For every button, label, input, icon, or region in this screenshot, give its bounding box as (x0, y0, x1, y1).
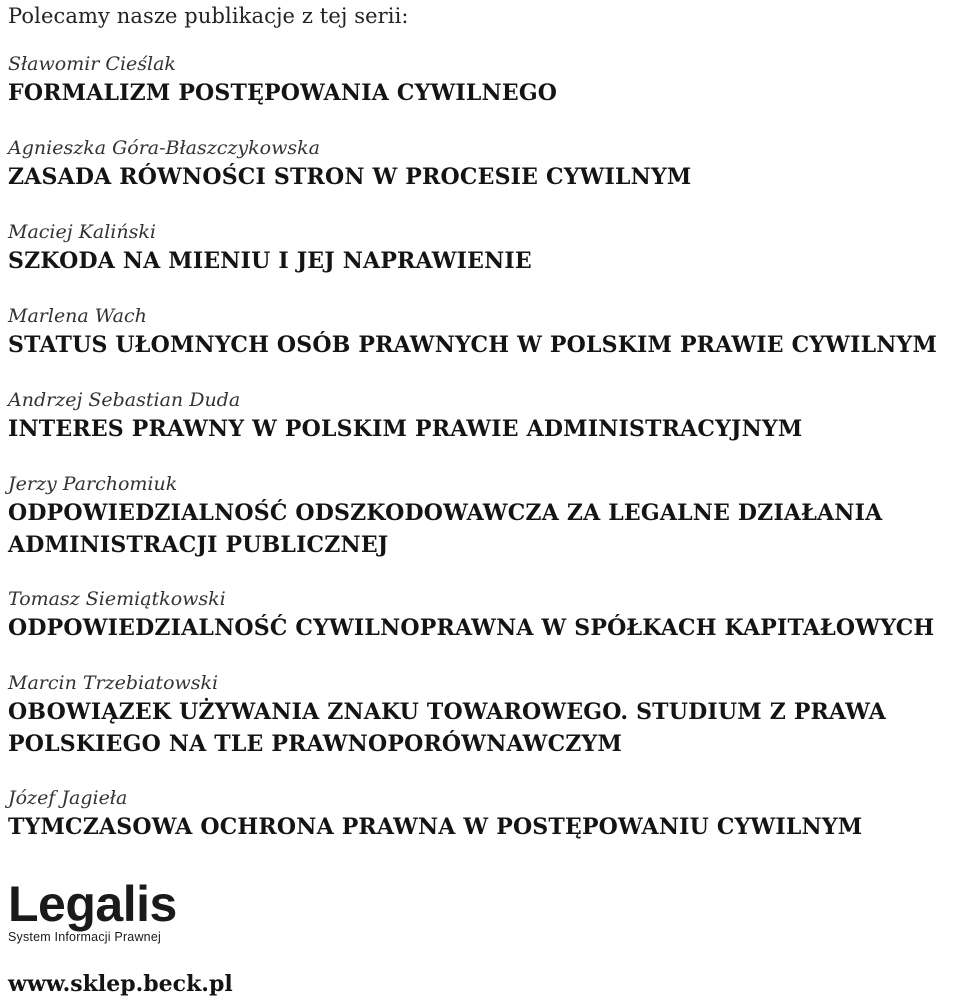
publication-title: TYMCZASOWA OCHRONA PRAWNA W POSTĘPOWANIU CYWILNYM (8, 814, 863, 840)
publication-title: OBOWIĄZEK UŻYWANIA ZNAKU TOWAROWEGO. STUDIUM Z PRAWA (8, 699, 886, 725)
publication-title: ODPOWIEDZIALNOŚĆ ODSZKODOWAWCZA ZA LEGALNE DZIAŁANIA (8, 500, 883, 526)
publication-title: STATUS UŁOMNYCH OSÓB PRAWNYCH W POLSKIM PRAWIE CYWILNYM (8, 332, 938, 358)
publication-author: Sławomir Cieślak (8, 53, 176, 75)
publication-item (8, 471, 958, 561)
publication-author: Marlena Wach (8, 305, 147, 327)
publication-author: Jerzy Parchomiuk (8, 473, 178, 495)
publication-title: ODPOWIEDZIALNOŚĆ CYWILNOPRAWNA W SPÓŁKACH KAPITAŁOWYCH (8, 615, 935, 641)
publication-title: INTERES PRAWNY W POLSKIM PRAWIE ADMINISTRACYJNYM (8, 416, 803, 442)
publication-item (8, 51, 958, 109)
publication-title: SZKODA NA MIENIU I JEJ NAPRAWIENIE (8, 248, 532, 274)
publication-item (8, 387, 958, 445)
intro-heading: Polecamy nasze publikacje z tej serii: (8, 4, 409, 28)
publication-title-continued: POLSKIEGO NA TLE PRAWNOPORÓWNAWCZYM (8, 731, 623, 757)
publication-author: Agnieszka Góra-Błaszczykowska (8, 137, 320, 159)
publication-item (8, 586, 958, 644)
publication-author: Józef Jagieła (8, 787, 128, 809)
publication-title-continued: ADMINISTRACJI PUBLICZNEJ (8, 532, 389, 558)
publication-item (8, 219, 958, 277)
publication-title: ZASADA RÓWNOŚCI STRON W PROCESIE CYWILNYM (8, 164, 692, 190)
website-link[interactable]: www.sklep.beck.pl (8, 971, 233, 997)
publication-item (8, 670, 958, 760)
publication-author: Andrzej Sebastian Duda (8, 389, 241, 411)
publication-author: Tomasz Siemiątkowski (8, 588, 226, 610)
legalis-logo (8, 876, 218, 945)
logo-wordmark: Legalis (8, 876, 177, 932)
publication-item (8, 135, 958, 193)
publication-item (8, 303, 958, 361)
publication-author: Marcin Trzebiatowski (8, 672, 219, 694)
logo-tagline: System Informacji Prawnej (8, 930, 161, 944)
publication-author: Maciej Kaliński (8, 221, 156, 243)
publication-title: FORMALIZM POSTĘPOWANIA CYWILNEGO (8, 80, 558, 106)
publication-item (8, 785, 958, 843)
